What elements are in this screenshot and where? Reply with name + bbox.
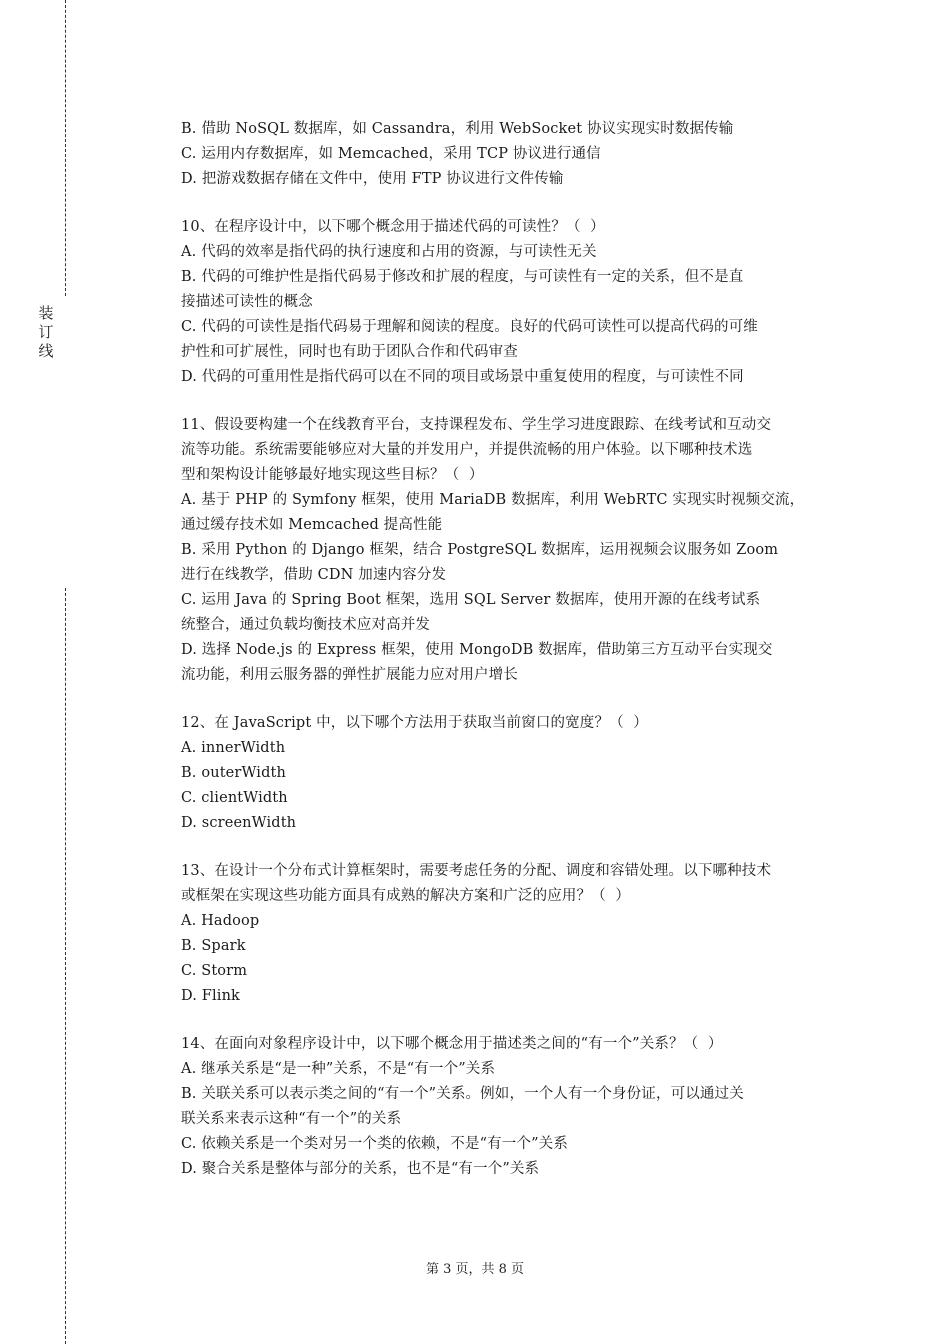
question-line: 12、在 JavaScript 中，以下哪个方法用于获取当前窗口的宽度？（ ） (181, 715, 648, 731)
question-line: D. 选择 Node.js 的 Express 框架，使用 MongoDB 数据库，借助第三方互动平台实现交 (181, 642, 773, 658)
block-gap (181, 390, 841, 413)
question-line: 进行在线教学，借助 CDN 加速内容分发 (181, 567, 447, 583)
block-gap (181, 1009, 841, 1032)
binding-label-char: 订 (38, 323, 54, 341)
question-line: 13、在设计一个分布式计算框架时，需要考虑任务的分配、调度和容错处理。以下哪种技术 (181, 863, 772, 879)
question-line: A. 代码的效率是指代码的执行速度和占用的资源，与可读性无关 (181, 244, 597, 260)
question-line: C. Storm (181, 963, 248, 979)
question-line: B. 采用 Python 的 Django 框架，结合 PostgreSQL 数据库，运用视频会议服务如 Zoom (181, 542, 779, 558)
question-line: D. 把游戏数据存储在文件中，使用 FTP 协议进行文件传输 (181, 171, 564, 187)
question-line: D. Flink (181, 988, 240, 1004)
question-line: 统整合，通过负载均衡技术应对高并发 (181, 617, 431, 633)
question-line: A. 基于 PHP 的 Symfony 框架，使用 MariaDB 数据库，利用 WebRTC 实现实时视频交流， (181, 492, 805, 508)
question-line: 型和架构设计能够最好地实现这些目标？（ ） (181, 467, 484, 483)
question-line: D. 聚合关系是整体与部分的关系，也不是“有一个”关系 (181, 1161, 540, 1177)
question-line: 联关系来表示这种“有一个”的关系 (181, 1111, 402, 1127)
block-gap (181, 688, 841, 711)
question-block (181, 215, 841, 390)
question-line: B. 代码的可维护性是指代码易于修改和扩展的程度，与可读性有一定的关系，但不是直 (181, 269, 744, 285)
binding-label-char: 装 (38, 304, 54, 322)
question-line: 或框架在实现这些功能方面具有成熟的解决方案和广泛的应用？（ ） (181, 888, 631, 904)
question-line: 14、在面向对象程序设计中，以下哪个概念用于描述类之间的“有一个”关系？（ ） (181, 1036, 723, 1052)
block-gap (181, 836, 841, 859)
block-gap (181, 192, 841, 215)
question-line: 护性和可扩展性，同时也有助于团队合作和代码审查 (181, 344, 518, 360)
question-block (181, 413, 841, 688)
question-line: A. Hadoop (181, 913, 260, 929)
question-line: B. 借助 NoSQL 数据库，如 Cassandra，利用 WebSocket 协议实现实时数据传输 (181, 121, 734, 137)
binding-line-bottom (65, 588, 66, 1344)
question-line: D. screenWidth (181, 815, 297, 831)
question-line: 流功能，利用云服务器的弹性扩展能力应对用户增长 (181, 667, 518, 683)
question-line: C. 运用 Java 的 Spring Boot 框架，选用 SQL Server 数据库，使用开源的在线考试系 (181, 592, 761, 608)
question-line: 10、在程序设计中，以下哪个概念用于描述代码的可读性？（ ） (181, 219, 605, 235)
question-line: C. clientWidth (181, 790, 288, 806)
question-line: C. 代码的可读性是指代码易于理解和阅读的程度。良好的代码可读性可以提高代码的可维 (181, 319, 758, 335)
question-block (181, 117, 841, 192)
question-content (181, 117, 841, 1182)
question-block (181, 711, 841, 836)
question-line: A. 继承关系是“是一种”关系，不是“有一个”关系 (181, 1061, 496, 1077)
question-line: D. 代码的可重用性是指代码可以在不同的项目或场景中重复使用的程度，与可读性不同 (181, 369, 744, 385)
question-block (181, 1032, 841, 1182)
question-line: B. 关联关系可以表示类之间的“有一个”关系。例如，一个人有一个身份证，可以通过关 (181, 1086, 744, 1102)
question-line: B. outerWidth (181, 765, 286, 781)
question-block (181, 859, 841, 1009)
question-line: A. innerWidth (181, 740, 286, 756)
question-line: C. 运用内存数据库，如 Memcached，采用 TCP 协议进行通信 (181, 146, 601, 162)
binding-label-char: 线 (38, 342, 54, 360)
binding-label (38, 304, 54, 361)
binding-line-top (65, 0, 66, 296)
question-line: 流等功能。系统需要能够应对大量的并发用户，并提供流畅的用户体验。以下哪种技术选 (181, 442, 753, 458)
page-footer: 第 3 页，共 8 页 (425, 1262, 525, 1277)
question-line: C. 依赖关系是一个类对另一个类的依赖，不是“有一个”关系 (181, 1136, 568, 1152)
question-line: 通过缓存技术如 Memcached 提高性能 (181, 517, 443, 533)
question-line: 11、假设要构建一个在线教育平台，支持课程发布、学生学习进度跟踪、在线考试和互动交 (181, 417, 772, 433)
question-line: B. Spark (181, 938, 246, 954)
question-line: 接描述可读性的概念 (181, 294, 313, 310)
